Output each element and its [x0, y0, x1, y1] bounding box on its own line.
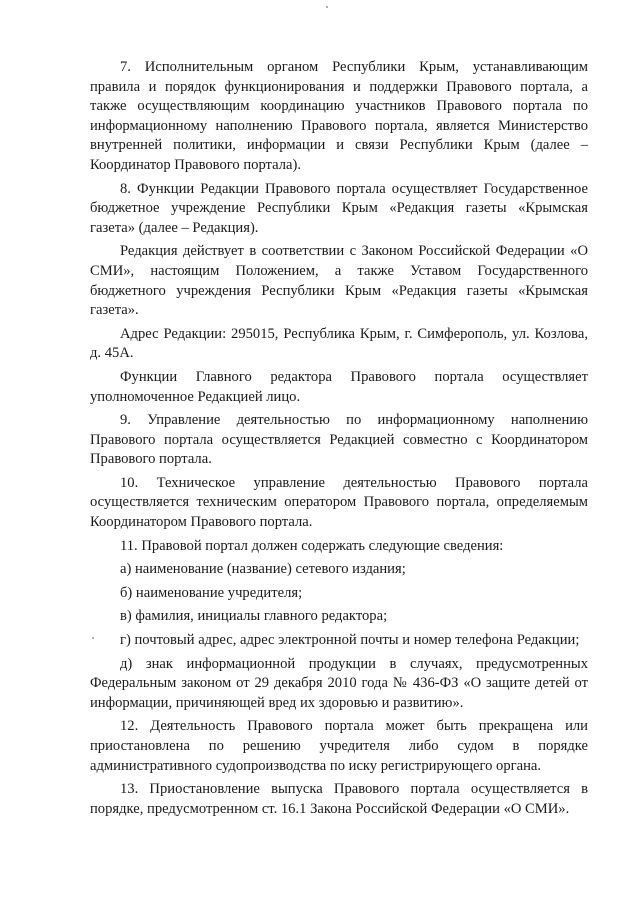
list-item-a: а) наименование (название) сетевого издания; — [120, 561, 406, 578]
paragraph-11: 11. Правовой портал должен содержать следующие сведения: — [120, 537, 504, 554]
paragraph-9: 9. Управление деятельностью по информационному наполнению Правового портала осуществляется Редакцией совместно с Координатором Правового портала. — [90, 412, 588, 468]
paragraph-editorial-address: Адрес Редакции: 295015, Республика Крым, г. Симферополь, ул. Козлова, д. 45А. — [90, 325, 588, 362]
list-item-b: б) наименование учредителя; — [120, 584, 303, 601]
paragraph-8: 8. Функции Редакции Правового портала осуществляет Государственное бюджетное учреждение Республики Крым «Редакция газеты «Крымская газета» (далее – Редакция). — [90, 180, 588, 236]
list-item-d: д) знак информационной продукции в случаях, предусмотренных Федеральным законом от 29 декабря 2010 года № 436-ФЗ «О защите детей от информации, причиняющей вред их здоровью и развитию». — [90, 655, 588, 711]
scan-speck — [92, 637, 94, 639]
scan-speck — [326, 6, 328, 8]
list-item-g: г) почтовый адрес, адрес электронной почты и номер телефона Редакции; — [120, 632, 580, 649]
paragraph-13: 13. Приостановление выпуска Правового портала осуществляется в порядке, предусмотренном ст. 16.1 Закона Российской Федерации «О СМИ». — [90, 781, 588, 817]
list-item-v: в) фамилия, инициалы главного редактора; — [120, 608, 388, 625]
paragraph-editorial-law: Редакция действует в соответствии с Законом Российской Федерации «О СМИ», настоящим Положением, а также Уставом Государственного бюджетного учреждения Республики Крым «Редакция газеты «Крымская газета». — [90, 243, 588, 319]
paragraph-7: 7. Исполнительным органом Республики Крым, устанавливающим правила и порядок функционирования и поддержки Правового портала, а также осуществляющим координацию участников Правового портала по информационному наполнению Правового портала, является Министерство внутренней политики, информации и связи Республики Крым (далее – Координатор Правового портала). — [90, 59, 588, 173]
paragraph-chief-editor: Функции Главного редактора Правового портала осуществляет уполномоченное Редакцией лицо. — [90, 368, 588, 405]
paragraph-12: 12. Деятельность Правового портала может быть прекращена или приостановлена по решению учредителя либо судом в порядке административного судопроизводства по иску регистрирующего органа. — [90, 718, 588, 774]
document-body — [90, 58, 588, 819]
paragraph-10: 10. Техническое управление деятельностью Правового портала осуществляется техническим оператором Правового портала, определяемым Координатором Правового портала. — [90, 474, 588, 531]
